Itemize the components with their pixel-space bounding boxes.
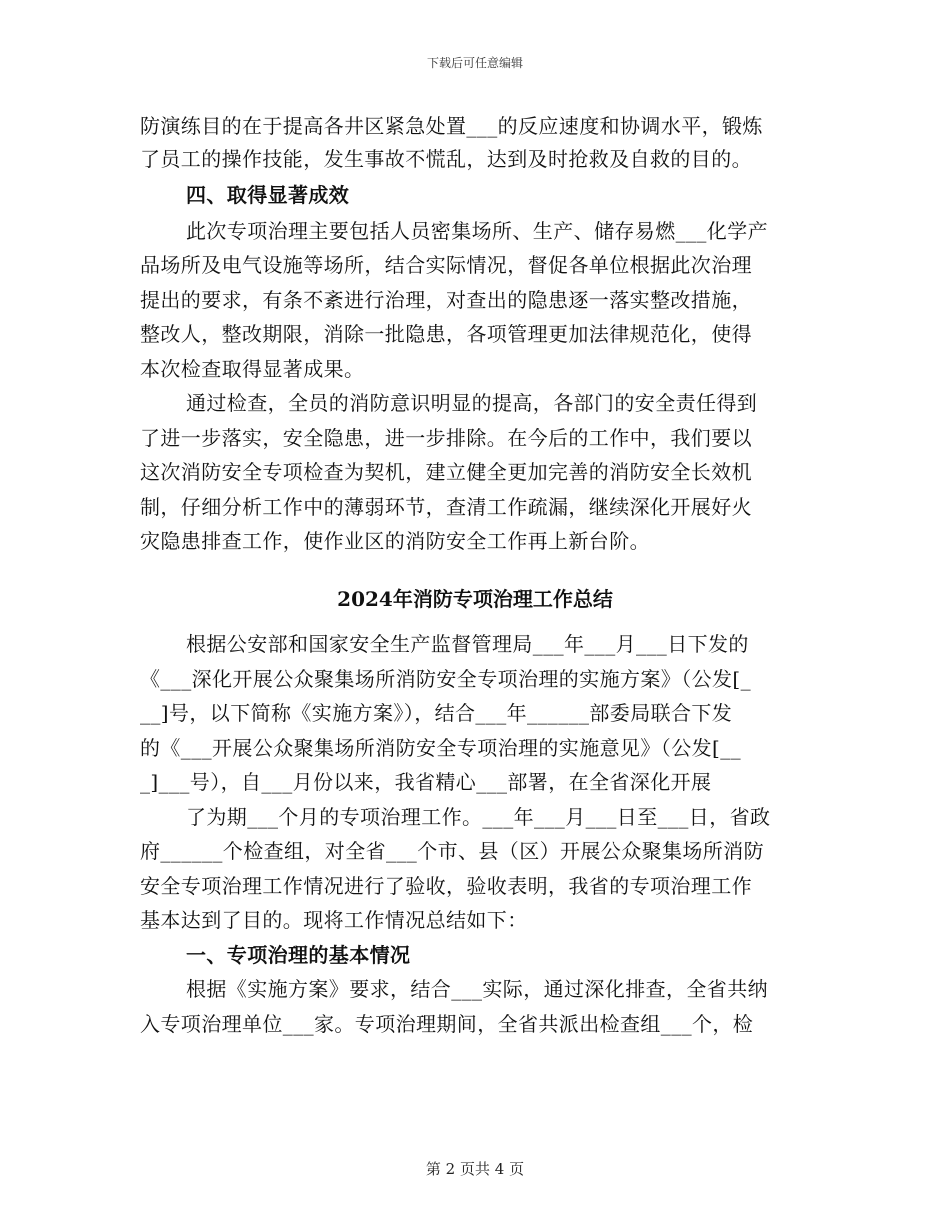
header-note: 下载后可任意编辑 — [426, 56, 523, 70]
text-line: 基本达到了目的。现将工作情况总结如下： — [140, 908, 528, 932]
text-line: 提出的要求，有条不紊进行治理，对查出的隐患逐一落实整改措施， — [140, 288, 752, 312]
text-line: 通过检查，全员的消防意识明显的提高，各部门的安全责任得到 — [186, 391, 758, 415]
text-line: 品场所及电气设施等场所，结合实际情况，督促各单位根据此次治理 — [140, 253, 752, 277]
text-line: 此次专项治理主要包括人员密集场所、生产、储存易燃___化学产 — [186, 219, 768, 243]
text-line: 根据《实施方案》要求，结合___实际，通过深化排查，全省共纳 — [186, 977, 768, 1001]
text-line: 这次消防安全专项检查为契机，建立健全更加完善的消防安全长效机 — [140, 460, 752, 484]
text-line: 了为期___个月的专项治理工作。___年___月___日至___日，省政 — [186, 805, 771, 829]
text-line: 入专项治理单位___家。专项治理期间，全省共派出检查组___个，检 — [140, 1012, 754, 1036]
document-title: 2024年消防专项治理工作总结 — [337, 587, 613, 611]
text-line: 本次检查取得显著成果。 — [140, 357, 365, 381]
text-line: 府______个检查组，对全省___个市、县（区）开展公众聚集场所消防 — [140, 839, 764, 863]
text-line: 制，仔细分析工作中的薄弱环节，查清工作疏漏，继续深化开展好火 — [140, 495, 752, 519]
text-line: 了员工的操作技能，发生事故不慌乱，达到及时抢救及自救的目的。 — [140, 147, 752, 171]
text-line: 防演练目的在于提高各井区紧急处置___的反应速度和协调水平，锻炼 — [140, 114, 763, 138]
text-line: 根据公安部和国家安全生产监督管理局___年___月___日下发的 — [186, 632, 749, 656]
text-line: 安全专项治理工作情况进行了验收，验收表明，我省的专项治理工作 — [140, 874, 752, 898]
section-heading: 一、专项治理的基本情况 — [186, 943, 411, 967]
text-line: __]号，以下简称《实施方案》），结合___年______部委局联合下发 — [140, 701, 733, 725]
text-line: 的《___开展公众聚集场所消防安全专项治理的实施意见》（公发[__ — [140, 736, 742, 760]
text-line: 整改人，整改期限，消除一批隐患，各项管理更加法律规范化，使得 — [140, 322, 752, 346]
section-heading: 四、取得显著成效 — [186, 183, 350, 207]
text-line: 《___深化开展公众聚集场所消防安全专项治理的实施方案》（公发[_ — [140, 667, 752, 691]
text-line: 灾隐患排查工作，使作业区的消防安全工作再上新台阶。 — [140, 529, 650, 553]
text-line: 了进一步落实，安全隐患，进一步排除。在今后的工作中，我们要以 — [140, 426, 752, 450]
text-line: _]___号），自___月份以来，我省精心___部署，在全省深化开展 — [140, 770, 712, 794]
page-number: 第 2 页共 4 页 — [425, 1160, 525, 1178]
